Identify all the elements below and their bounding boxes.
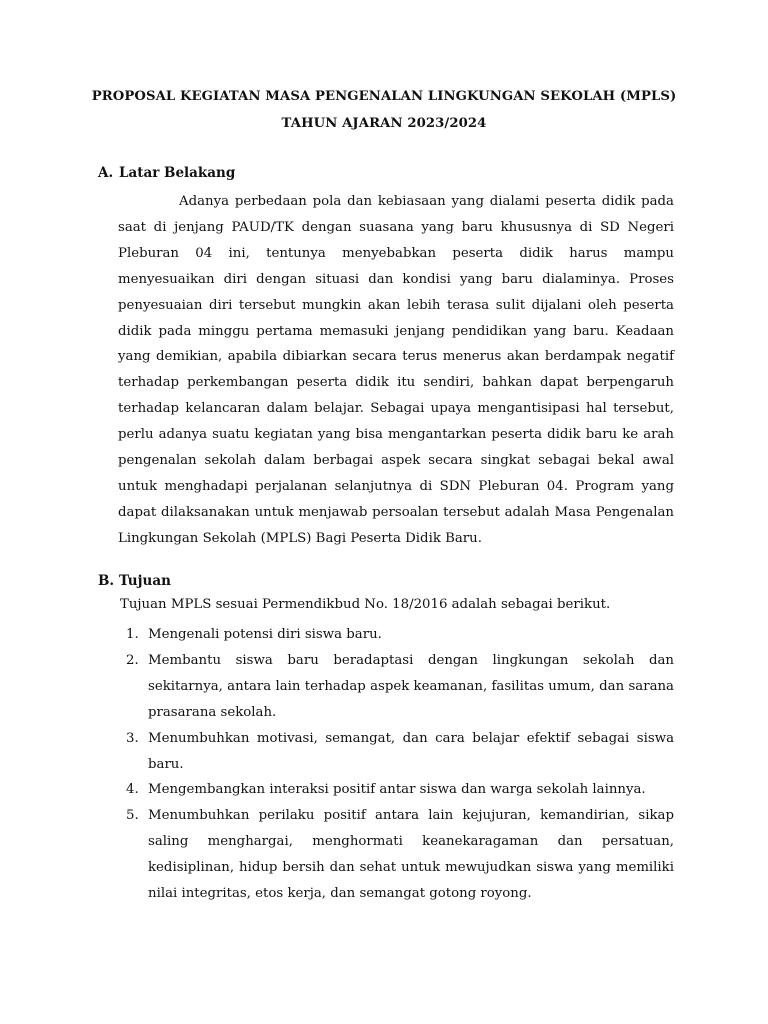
list-item-number: 2.: [126, 652, 139, 668]
background-paragraph: Adanya perbedaan pola dan kebiasaan yang dialami peserta didik pada saat di jenjang PAUD/TK dengan suasana yang baru khususnya di SD Negeri Pleburan 04 ini, tentunya menyebabkan peserta didik harus mampu menyesuaikan diri dengan situasi dan kondisi yang baru dialaminya. Proses penyesuaian diri tersebut mungkin akan lebih terasa sulit dijalani oleh peserta didik pada minggu pertama memasuki jenjang pendidikan yang baru. Keadaan yang demikian, apabila dibiarkan secara terus menerus akan berdampak negatif terhadap perkembangan peserta didik itu sendiri, bahkan dapat berpengaruh terhadap kelancaran dalam belajar. Sebagai upaya mengantisipasi hal tersebut, perlu adanya suatu kegiatan yang bisa mengantarkan peserta didik baru ke arah pengenalan sekolah dalam berbagai aspek secara singkat sebagai bekal awal untuk menghadapi perjalanan selanjutnya di SDN Pleburan 04. Program yang dapat dilaksanakan untuk menjawab persoalan tersebut adalah Masa Pengenalan Lingkungan Sekolah (MPLS) Bagi Peserta Didik Baru.: [118, 194, 674, 546]
list-item: [118, 726, 674, 778]
objectives-intro: Tujuan MPLS sesuai Permendikbud No. 18/2016 adalah sebagai berikut.: [120, 597, 611, 612]
list-item-text: Menumbuhkan perilaku positif antara lain kejujuran, kemandirian, sikap saling menghargai, menghormati keanekaragaman dan persatuan, kedisiplinan, hidup bersih dan sehat untuk mewujudkan siswa yang memiliki nilai integritas, etos kerja, dan semangat gotong royong.: [148, 808, 674, 902]
list-item-text: Menumbuhkan motivasi, semangat, dan cara belajar efektif sebagai siswa baru.: [148, 730, 674, 772]
list-item-number: 1.: [126, 627, 139, 642]
section-b-heading: [98, 573, 398, 593]
section-a-heading: [98, 165, 398, 185]
list-item: [118, 803, 674, 907]
list-item-number: 3.: [126, 730, 139, 746]
list-item: [118, 777, 674, 803]
list-item-text: Mengembangkan interaksi positif antar siswa dan warga sekolah lainnya.: [148, 782, 646, 798]
list-item-text: Membantu siswa baru beradaptasi dengan lingkungan sekolah dan sekitarnya, antara lain terhadap aspek keamanan, fasilitas umum, dan sarana prasarana sekolah.: [148, 652, 674, 720]
list-item: [118, 622, 674, 648]
section-b-title: Tujuan: [119, 573, 171, 589]
list-item-number: 4.: [126, 782, 139, 798]
document-title: PROPOSAL KEGIATAN MASA PENGENALAN LINGKUNGAN SEKOLAH (MPLS): [91, 89, 677, 104]
list-item-number: 5.: [126, 808, 139, 824]
section-b-letter: B.: [98, 573, 115, 589]
section-a-letter: A.: [98, 165, 114, 181]
document-subtitle: TAHUN AJARAN 2023/2024: [281, 116, 487, 131]
list-item: [118, 648, 674, 726]
list-item-text: Mengenali potensi diri siswa baru.: [148, 627, 382, 642]
section-a-title: Latar Belakang: [119, 165, 236, 181]
objectives-list: [118, 622, 674, 907]
